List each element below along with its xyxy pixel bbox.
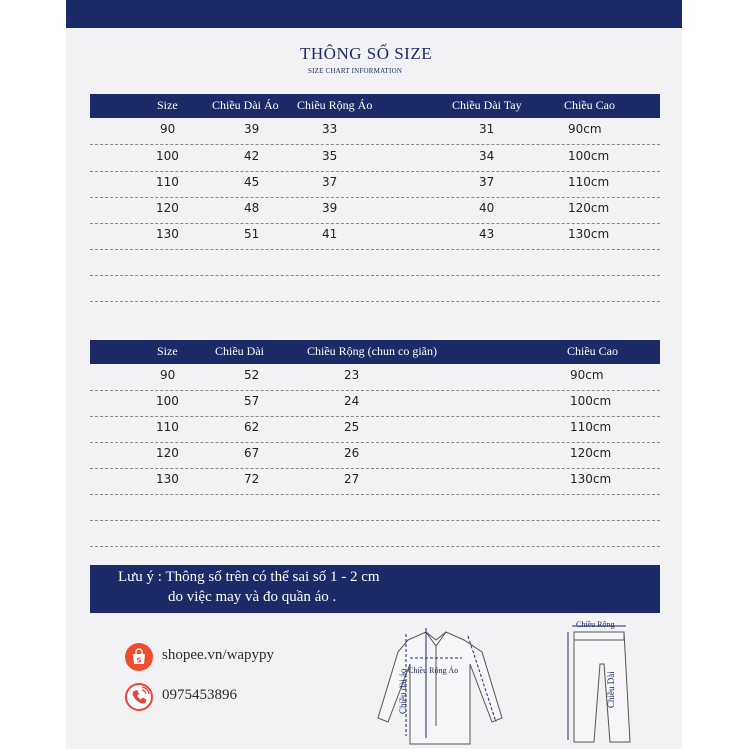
col-size: Size [157, 344, 178, 358]
cell-sleeve: 31 [479, 122, 495, 136]
bottom-size-table [90, 340, 660, 550]
cell-height: 110cm [568, 175, 610, 189]
cell-height: 100cm [570, 394, 612, 408]
cell-length: 62 [244, 420, 260, 434]
cell-sleeve: 37 [479, 175, 495, 189]
cell-width: 39 [322, 201, 338, 215]
page-title: THÔNG SỐ SIZE [300, 44, 433, 63]
col-pants-width: Chiều Rộng (chun co giãn) [307, 344, 437, 358]
cell-width: 41 [322, 227, 338, 241]
shirt-diagram [346, 626, 536, 746]
col-height: Chiều Cao [564, 98, 615, 112]
cell-width: 27 [344, 472, 360, 486]
phone-icon [124, 682, 154, 712]
cell-length: 51 [244, 227, 260, 241]
cell-length: 67 [244, 446, 260, 460]
top-size-table [90, 94, 660, 304]
cell-size: 90 [160, 368, 176, 382]
cell-sleeve: 43 [479, 227, 495, 241]
table-row [90, 416, 660, 443]
table-row [90, 442, 660, 469]
cell-width: 26 [344, 446, 360, 460]
cell-size: 90 [160, 122, 176, 136]
note-line-1: Lưu ý : Thông số trên có thể sai số 1 - 2 cm [118, 569, 380, 585]
pants-diagram [534, 618, 644, 746]
col-pants-length: Chiều Dài [215, 344, 264, 358]
table-row [90, 145, 660, 172]
table-row [90, 118, 660, 145]
pants-width-label: Chiều Rộng [576, 620, 615, 629]
cell-length: 39 [244, 122, 260, 136]
top-banner [66, 0, 682, 28]
cell-height: 120cm [570, 446, 612, 460]
cell-length: 42 [244, 149, 260, 163]
cell-size: 120 [156, 201, 179, 215]
table-row [90, 197, 660, 224]
col-height: Chiều Cao [567, 344, 618, 358]
note-banner [90, 565, 660, 613]
cell-length: 72 [244, 472, 260, 486]
table-row [90, 171, 660, 198]
cell-width: 25 [344, 420, 360, 434]
table-header [90, 94, 660, 118]
empty-row [90, 275, 660, 302]
cell-size: 130 [156, 227, 179, 241]
cell-height: 130cm [570, 472, 612, 486]
col-size: Size [157, 98, 178, 112]
shop-link[interactable]: shopee.vn/wapypy [162, 647, 275, 663]
cell-length: 48 [244, 201, 260, 215]
cell-height: 90cm [570, 368, 604, 382]
cell-width: 33 [322, 122, 338, 136]
page-subtitle: SIZE CHART INFORMATION [308, 67, 403, 75]
cell-size: 110 [156, 420, 179, 434]
shirt-drawing [346, 626, 536, 746]
cell-length: 45 [244, 175, 260, 189]
phone-number: 0975453896 [162, 687, 237, 703]
cell-size: 100 [156, 149, 179, 163]
shopping-bag-icon [124, 642, 154, 672]
cell-length: 57 [244, 394, 260, 408]
cell-size: 120 [156, 446, 179, 460]
col-sleeve-length: Chiều Dài Tay [452, 98, 522, 112]
shirt-length-label: Chiều dài áo [398, 668, 408, 714]
table-row [90, 390, 660, 417]
table-row [90, 223, 660, 250]
empty-row [90, 494, 660, 521]
pants-length-label: Chiều Dài [606, 671, 616, 708]
cell-height: 130cm [568, 227, 610, 241]
shirt-width-label: Chiều Rộng Áo [408, 666, 459, 675]
cell-height: 120cm [568, 201, 610, 215]
cell-width: 23 [344, 368, 360, 382]
cell-length: 52 [244, 368, 260, 382]
note-line-2: do việc may và đo quần áo . [168, 589, 337, 605]
svg-text:S: S [136, 656, 142, 665]
cell-size: 100 [156, 394, 179, 408]
table-row [90, 364, 660, 391]
col-shirt-width: Chiều Rộng Áo [297, 98, 373, 112]
cell-size: 110 [156, 175, 179, 189]
col-shirt-length: Chiều Dài Áo [212, 98, 279, 112]
cell-height: 100cm [568, 149, 610, 163]
cell-height: 90cm [568, 122, 602, 136]
cell-height: 110cm [570, 420, 612, 434]
empty-row [90, 249, 660, 276]
cell-sleeve: 40 [479, 201, 495, 215]
table-header [90, 340, 660, 364]
cell-width: 37 [322, 175, 338, 189]
cell-sleeve: 34 [479, 149, 495, 163]
empty-row [90, 520, 660, 547]
size-chart-page [66, 0, 682, 749]
table-row [90, 468, 660, 495]
cell-size: 130 [156, 472, 179, 486]
cell-width: 35 [322, 149, 338, 163]
pants-drawing [534, 618, 644, 746]
cell-width: 24 [344, 394, 360, 408]
